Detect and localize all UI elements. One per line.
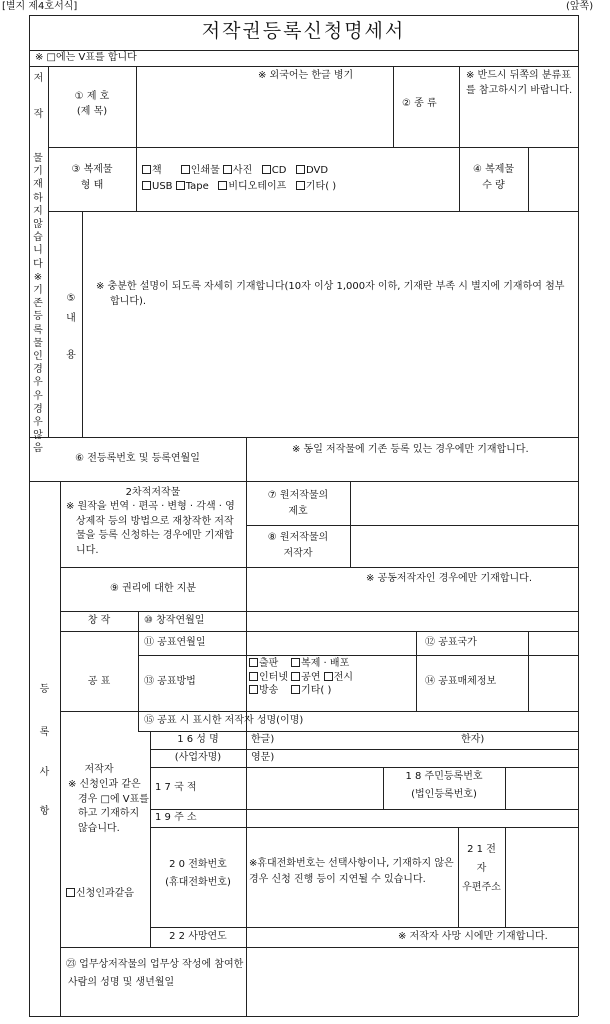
orig-title-label-sub: 제호 xyxy=(288,506,308,517)
copy-form-label-sub: 형 태 xyxy=(80,180,104,191)
checkbox-publish[interactable]: 출판 xyxy=(249,658,278,669)
publication-author-name-label: ⑮ 공표 시 표시한 저작자 성명(이명) xyxy=(144,715,304,726)
checkbox-photo[interactable]: 사진 xyxy=(223,165,252,176)
postal-label-1: 2 1 전 xyxy=(467,844,496,855)
section-char-sa: 사 xyxy=(39,767,50,778)
work-for-hire-input[interactable] xyxy=(247,948,577,1015)
publication-method-label: ⑬ 공표방법 xyxy=(144,676,196,687)
death-year-label: 2 2 사망연도 xyxy=(169,931,227,942)
content-input-area[interactable] xyxy=(83,330,577,436)
postal-address-input[interactable] xyxy=(506,828,577,926)
checkbox-print[interactable]: 인쇄물 xyxy=(181,165,220,176)
checkbox-exhibition[interactable]: 전시 xyxy=(324,672,353,683)
author-note: ※ 신청인과 같은 경우 □에 V표를 하고 기재하지 않습니다. xyxy=(68,779,149,834)
section-char-hang: 항 xyxy=(39,806,50,817)
checkbox-performance[interactable]: 공연 xyxy=(291,672,320,683)
section-char-rok: 록 xyxy=(39,727,50,738)
resident-no-label: 1 8 주민등록번호 xyxy=(405,771,483,782)
work-for-hire-label: ㉓ 업무상저작물의 업무상 작성에 참여한 사람의 성명 및 생년월일 xyxy=(66,959,244,988)
phone-label-sub: (휴대전화번호) xyxy=(165,877,231,888)
orig-author-label-sub: 저작자 xyxy=(283,548,313,559)
section-char-jak: 작 xyxy=(33,109,44,120)
death-year-input[interactable] xyxy=(247,928,387,946)
prior-registration-input[interactable] xyxy=(247,460,577,480)
author-heading: 저작자 xyxy=(84,764,114,775)
title-label-sub: (제 목) xyxy=(76,106,108,117)
name-hanja-label: 한자) xyxy=(461,734,485,745)
publication-author-name-input[interactable] xyxy=(400,712,577,730)
resident-no-label-sub: (법인등록번호) xyxy=(411,789,477,800)
content-label-char-2: 용 xyxy=(66,350,76,361)
share-input[interactable] xyxy=(247,590,577,610)
phone-note: ※휴대전화번호는 선택사항이나, 기재하지 않은 경우 신청 진행 등이 지연될 수 있습니다. xyxy=(249,858,454,885)
nationality-label: 1 7 국 적 xyxy=(155,782,197,793)
publication-country-input[interactable] xyxy=(529,632,577,654)
prior-registration-label: ⑥ 전등록번호 및 등록연월일 xyxy=(75,453,200,464)
title-input-area[interactable] xyxy=(137,82,393,146)
copy-form-label: ③ 복제물 xyxy=(71,164,113,175)
publication-date-input[interactable] xyxy=(247,632,415,654)
checkbox-internet[interactable]: 인터넷 xyxy=(249,672,288,683)
content-label-num: ⑤ xyxy=(66,293,76,304)
content-label-char-1: 내 xyxy=(66,313,76,324)
copy-qty-label-sub: 수 량 xyxy=(482,180,505,191)
author-name-label: 1 6 성 명 xyxy=(177,734,219,745)
checkbox-broadcast[interactable]: 방송 xyxy=(249,685,278,696)
checkbox-tape[interactable]: Tape xyxy=(176,181,209,192)
prior-registration-note: ※ 동일 저작물에 기존 등록 있는 경우에만 기재합니다. xyxy=(292,444,529,455)
creation-label: 창 작 xyxy=(87,615,111,626)
foreign-language-note: ※ 외국어는 한글 병기 xyxy=(258,70,354,81)
postal-label-3: 우편주소 xyxy=(462,882,501,893)
section-char-jeo: 저 xyxy=(33,73,44,84)
publication-date-label: ⑪ 공표연월일 xyxy=(144,637,206,648)
author-name-label-sub: (사업자명) xyxy=(174,752,222,763)
address-label: 1 9 주 소 xyxy=(155,812,197,823)
checkbox-videotape[interactable]: 비디오테이프 xyxy=(218,181,286,192)
creation-date-input[interactable] xyxy=(247,612,577,630)
checkbox-other[interactable]: 기타( ) xyxy=(296,181,336,192)
checkbox-reproduce[interactable]: 복제 · 배포 xyxy=(291,658,349,669)
nationality-input[interactable] xyxy=(247,768,382,808)
phone-label: 2 0 전화번호 xyxy=(169,859,227,870)
publication-label: 공 표 xyxy=(87,676,111,687)
orig-author-input[interactable] xyxy=(351,526,577,566)
derivative-note: ※ 원작을 번역 · 편곡 · 변형 · 각색 · 영상제작 등의 방법으로 재창작한 저작물을 등록 신청하는 경우에만 기재합니다. xyxy=(66,501,235,556)
form-number: [별지 제4호서식] xyxy=(2,1,78,12)
name-english-label: 영문) xyxy=(251,752,275,763)
creation-date-label: ⑩ 창작연월일 xyxy=(144,615,205,626)
copy-qty-input[interactable] xyxy=(529,148,577,210)
postal-label-2: 자 xyxy=(476,863,487,874)
share-note: ※ 공동저작자인 경우에만 기재합니다. xyxy=(366,573,532,584)
name-hangul-label: 한글) xyxy=(251,734,275,745)
checkbox-dvd[interactable]: DVD xyxy=(296,165,328,176)
checkbox-cd[interactable]: CD xyxy=(262,165,287,176)
orig-title-input[interactable] xyxy=(351,482,577,524)
copy-options-row1 xyxy=(142,164,328,179)
derivative-heading: 2차적저작물 xyxy=(125,487,181,498)
checkbox-book[interactable]: 책 xyxy=(142,165,162,176)
publication-country-label: ⑫ 공표국가 xyxy=(425,637,477,648)
type-label: ② 종 류 xyxy=(402,98,437,109)
address-input[interactable] xyxy=(247,810,577,826)
type-note: ※ 반드시 뒤쪽의 분류표를 참고하시기 바랍니다. xyxy=(466,70,573,96)
share-label: ⑨ 권리에 대한 지분 xyxy=(109,583,197,594)
death-year-note: ※ 저작자 사망 시에만 기재합니다. xyxy=(398,931,548,942)
checkbox-method-other[interactable]: 기타( ) xyxy=(291,685,331,696)
orig-author-label: ⑧ 원저작물의 xyxy=(267,532,329,543)
type-input-area[interactable] xyxy=(394,120,458,146)
page-title: 저작권등록신청명세서 xyxy=(201,20,406,42)
content-note: ※ 충분한 설명이 되도록 자세히 기재합니다(10자 이상 1,000자 이하, 기재란 부족 시 별지에 기재하여 첨부합니다). xyxy=(96,281,565,307)
copy-options-row2 xyxy=(142,180,336,195)
checkbox-usb[interactable]: USB xyxy=(142,181,173,192)
resident-no-input[interactable] xyxy=(506,768,577,808)
author-name-input[interactable] xyxy=(280,732,576,766)
section-vertical-note: 물기재하지않습니다※기존등록물인경우우경우않음 xyxy=(33,153,43,455)
section-char-deung: 등 xyxy=(39,684,50,695)
publication-method-options xyxy=(249,657,353,698)
orig-title-label: ⑦ 원저작물의 xyxy=(267,490,329,501)
title-label: ① 제 호 xyxy=(74,91,110,102)
page-side: (앞쪽) xyxy=(566,1,594,12)
publication-media-label: ⑭ 공표매체정보 xyxy=(425,676,497,687)
publication-media-input[interactable] xyxy=(529,656,577,710)
same-as-applicant[interactable]: 신청인과같음 xyxy=(66,887,134,902)
instruction-text: ※ □에는 V표를 합니다 xyxy=(35,52,137,63)
copy-qty-label: ④ 복제물 xyxy=(472,164,515,175)
